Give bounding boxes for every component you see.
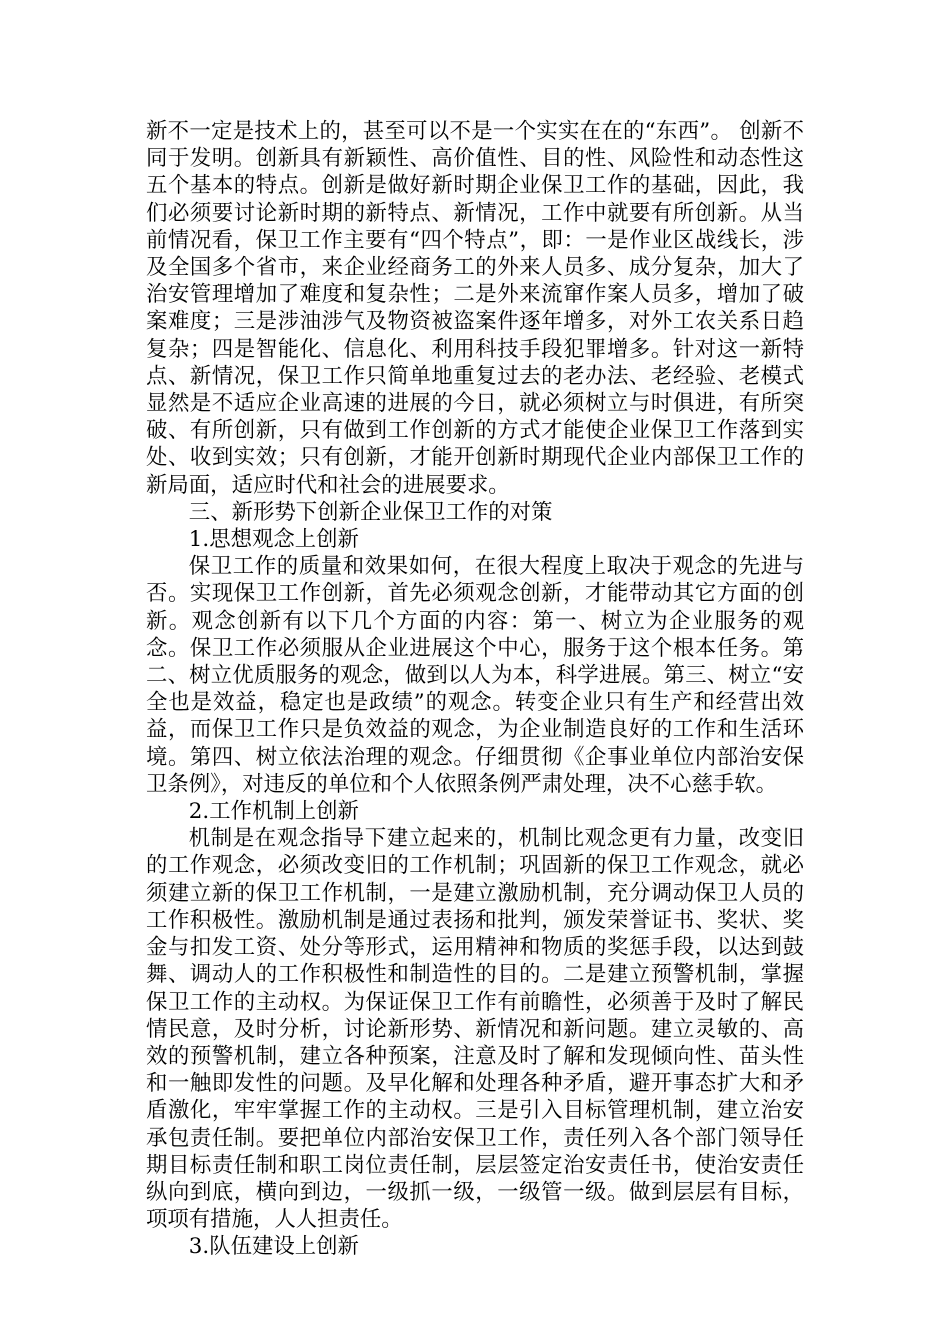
document-page xyxy=(146,118,804,1261)
intro-paragraph: 新不一定是技术上的，甚至可以不是一个实实在在的“东西”。 创新不同于发明。创新具有新颖性、高价值性、目的性、风险性和动态性这五个基本的特点。创新是做好新时期企业保卫工作的基础，因此，我们必须要讨论新时期的新特点、新情况，工作中就要有所创新。从当前情况看，保卫工作主要有“四个特点”，即：一是作业区战线长，涉及全国多个省市，来企业经商务工的外来人员多、成分复杂，加大了治安管理增加了难度和复杂性；二是外来流窜作案人员多，增加了破案难度；三是涉油涉气及物资被盗案件逐年增多，对外工农关系日趋复杂；四是智能化、信息化、利用科技手段犯罪增多。针对这一新特点、新情况，保卫工作只简单地重复过去的老办法、老经验、老模式显然是不适应企业高速的进展的今日，就必须树立与时俱进，有所突破、有所创新，只有做到工作创新的方式才能使企业保卫工作落到实处、收到实效；只有创新，才能开创新时期现代企业内部保卫工作的新局面，适应时代和社会的进展要求。 xyxy=(146,119,805,498)
subsection-1-heading: 1.思想观念上创新 xyxy=(188,527,359,553)
subsection-1-paragraph: 保卫工作的质量和效果如何，在很大程度上取决于观念的先进与否。实现保卫工作创新，首先必须观念创新，才能带动其它方面的创新。观念创新有以下几个方面的内容：第一、树立为企业服务的观念。保卫工作必须服从企业进展这个中心，服务于这个根本任务。第二、树立优质服务的观念，做到以人为本，科学进展。第三、树立“安全也是效益，稳定也是政绩”的观念。转变企业只有生产和经营出效益，而保卫工作只是负效益的观念，为企业制造良好的工作和生活环境。第四、树立依法治理的观念。仔细贯彻《企事业单位内部治安保卫条例》，对违反的单位和个人依照条例严肃处理，决不心慈手软。 xyxy=(146,554,804,797)
subsection-2-heading: 2.工作机制上创新 xyxy=(188,799,359,825)
section-3-heading: 三、新形势下创新企业保卫工作的对策 xyxy=(188,499,553,525)
subsection-2-paragraph: 机制是在观念指导下建立起来的，机制比观念更有力量，改变旧的工作观念，必须改变旧的工作机制；巩固新的保卫工作观念，就必须建立新的保卫工作机制，一是建立激励机制，充分调动保卫人员的工作积极性。激励机制是通过表扬和批判，颁发荣誉证书、奖状、奖金与扣发工资、处分等形式，运用精神和物质的奖惩手段，以达到鼓舞、调动人的工作积极性和制造性的目的。二是建立预警机制，掌握保卫工作的主动权。为保证保卫工作有前瞻性，必须善于及时了解民情民意，及时分析，讨论新形势、新情况和新问题。建立灵敏的、高效的预警机制，建立各种预案，注意及时了解和发现倾向性、苗头性和一触即发性的问题。及早化解和处理各种矛盾，避开事态扩大和矛盾激化，牢牢掌握工作的主动权。三是引入目标管理机制，建立治安承包责任制。要把单位内部治安保卫工作，责任列入各个部门领导任期目标责任制和职工岗位责任制，层层签定治安责任书，使治安责任纵向到底，横向到边，一级抓一级，一级管一级。做到层层有目标，项项有措施，人人担责任。 xyxy=(146,826,804,1233)
subsection-3-heading: 3.队伍建设上创新 xyxy=(188,1234,359,1260)
